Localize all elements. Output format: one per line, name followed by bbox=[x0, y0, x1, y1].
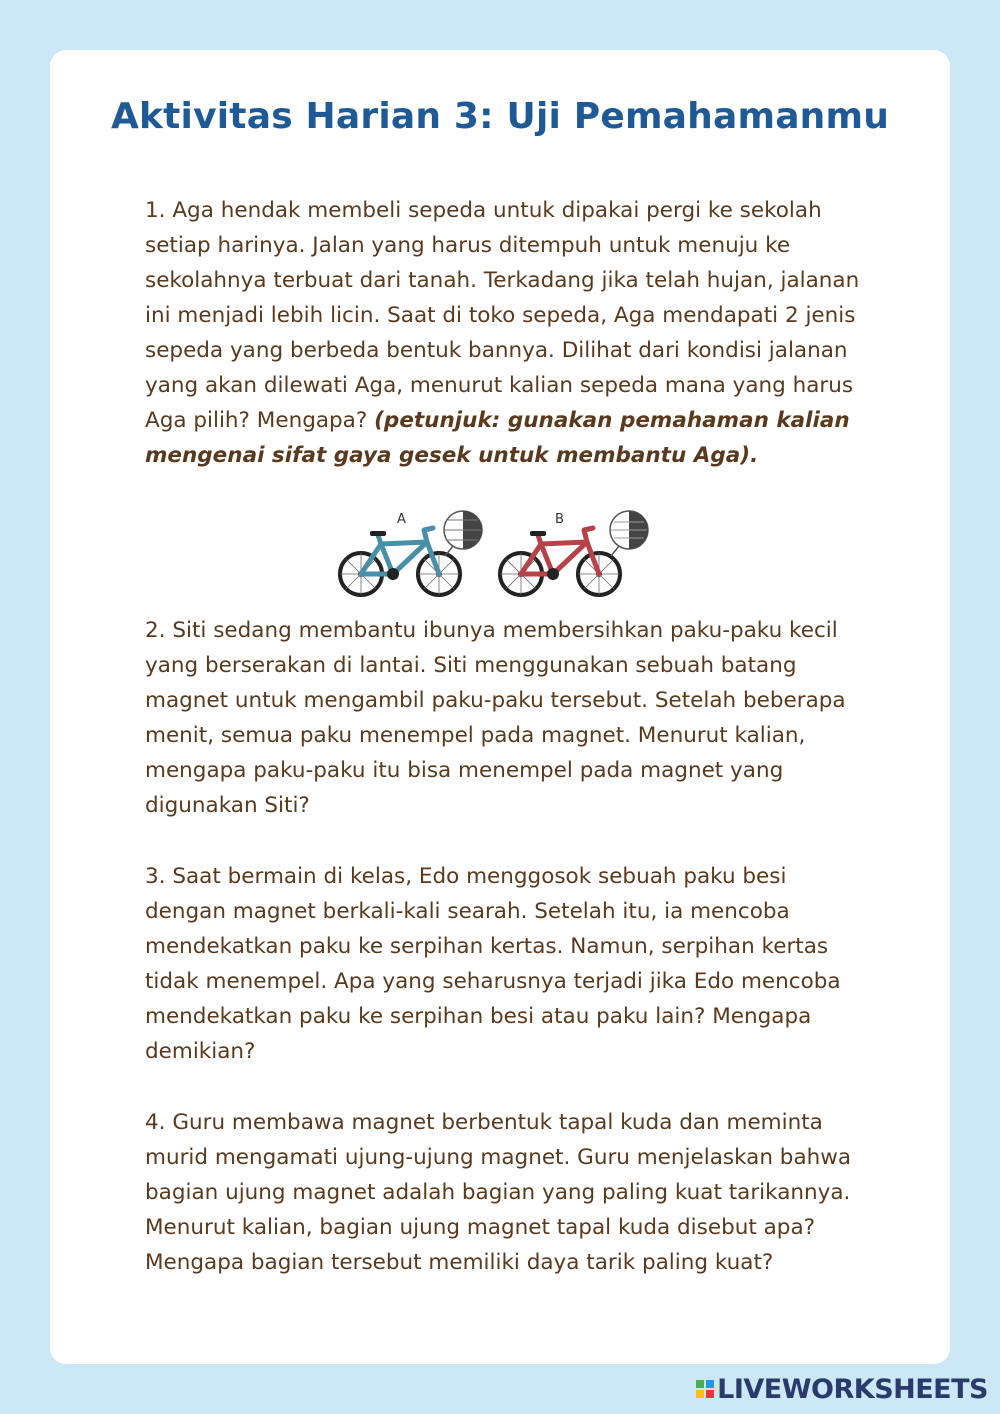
bike-a-spokes bbox=[340, 553, 460, 595]
bike-b-seat bbox=[530, 531, 546, 536]
page-title: Aktivitas Harian 3: Uji Pemahamanmu bbox=[110, 96, 890, 137]
question-1-hint: (petunjuk: gunakan pemahaman kalian mengenai sifat gaya gesek untuk membantu Aga). bbox=[145, 408, 850, 468]
question-3: 3. Saat bermain di kelas, Edo menggosok sebuah paku besi dengan magnet berkali-kali searah. Setelah itu, ia mencoba mendekatkan paku ke serpihan kertas. Namun, serpihan kertas tidak menempel. Apa yang seharusnya terjadi jika Edo mencoba mendekatkan paku ke serpihan besi atau paku lain? Mengapa demikian? bbox=[145, 864, 841, 1064]
logo-text: LIVEWORKSHEETS bbox=[717, 1373, 988, 1405]
bike-b-spokes bbox=[500, 553, 620, 595]
bike-a-label: A bbox=[397, 512, 406, 527]
bike-a bbox=[340, 511, 482, 595]
liveworksheets-logo[interactable] bbox=[696, 1374, 988, 1404]
question-4: 4. Guru membawa magnet berbentuk tapal kuda dan meminta murid mengamati ujung-ujung magnet. Guru menjelaskan bahwa bagian ujung magnet adalah bagian yang paling kuat tarikannya. Menurut kalian, bagian ujung magnet tapal kuda disebut apa? Mengapa bagian tersebut memiliki daya tarik paling kuat? bbox=[145, 1110, 852, 1275]
bike-b-label: B bbox=[555, 512, 564, 527]
bicycle-illustration bbox=[335, 508, 665, 604]
question-1 bbox=[145, 193, 860, 473]
logo-grid-icon bbox=[696, 1380, 714, 1398]
bike-a-seat bbox=[370, 531, 386, 536]
question-2: 2. Siti sedang membantu ibunya membersihkan paku-paku kecil yang berserakan di lantai. Siti menggunakan sebuah batang magnet untuk mengambil paku-paku tersebut. Setelah beberapa menit, semua paku menempel pada magnet. Menurut kalian, mengapa paku-paku itu bisa menempel pada magnet yang digunakan Siti? bbox=[145, 618, 846, 818]
question-1-text: 1. Aga hendak membeli sepeda untuk dipakai pergi ke sekolah setiap harinya. Jalan yang harus ditempuh untuk menuju ke sekolahnya terbuat dari tanah. Terkadang jika telah hujan, jalanan ini menjadi lebih licin. Saat di toko sepeda, Aga mendapati 2 jenis sepeda yang berbeda bentuk bannya. Dilihat dari kondisi jalanan yang akan dilewati Aga, menurut kalian sepeda mana yang harus Aga pilih? Mengapa? bbox=[145, 198, 860, 433]
bike-b bbox=[500, 511, 648, 595]
